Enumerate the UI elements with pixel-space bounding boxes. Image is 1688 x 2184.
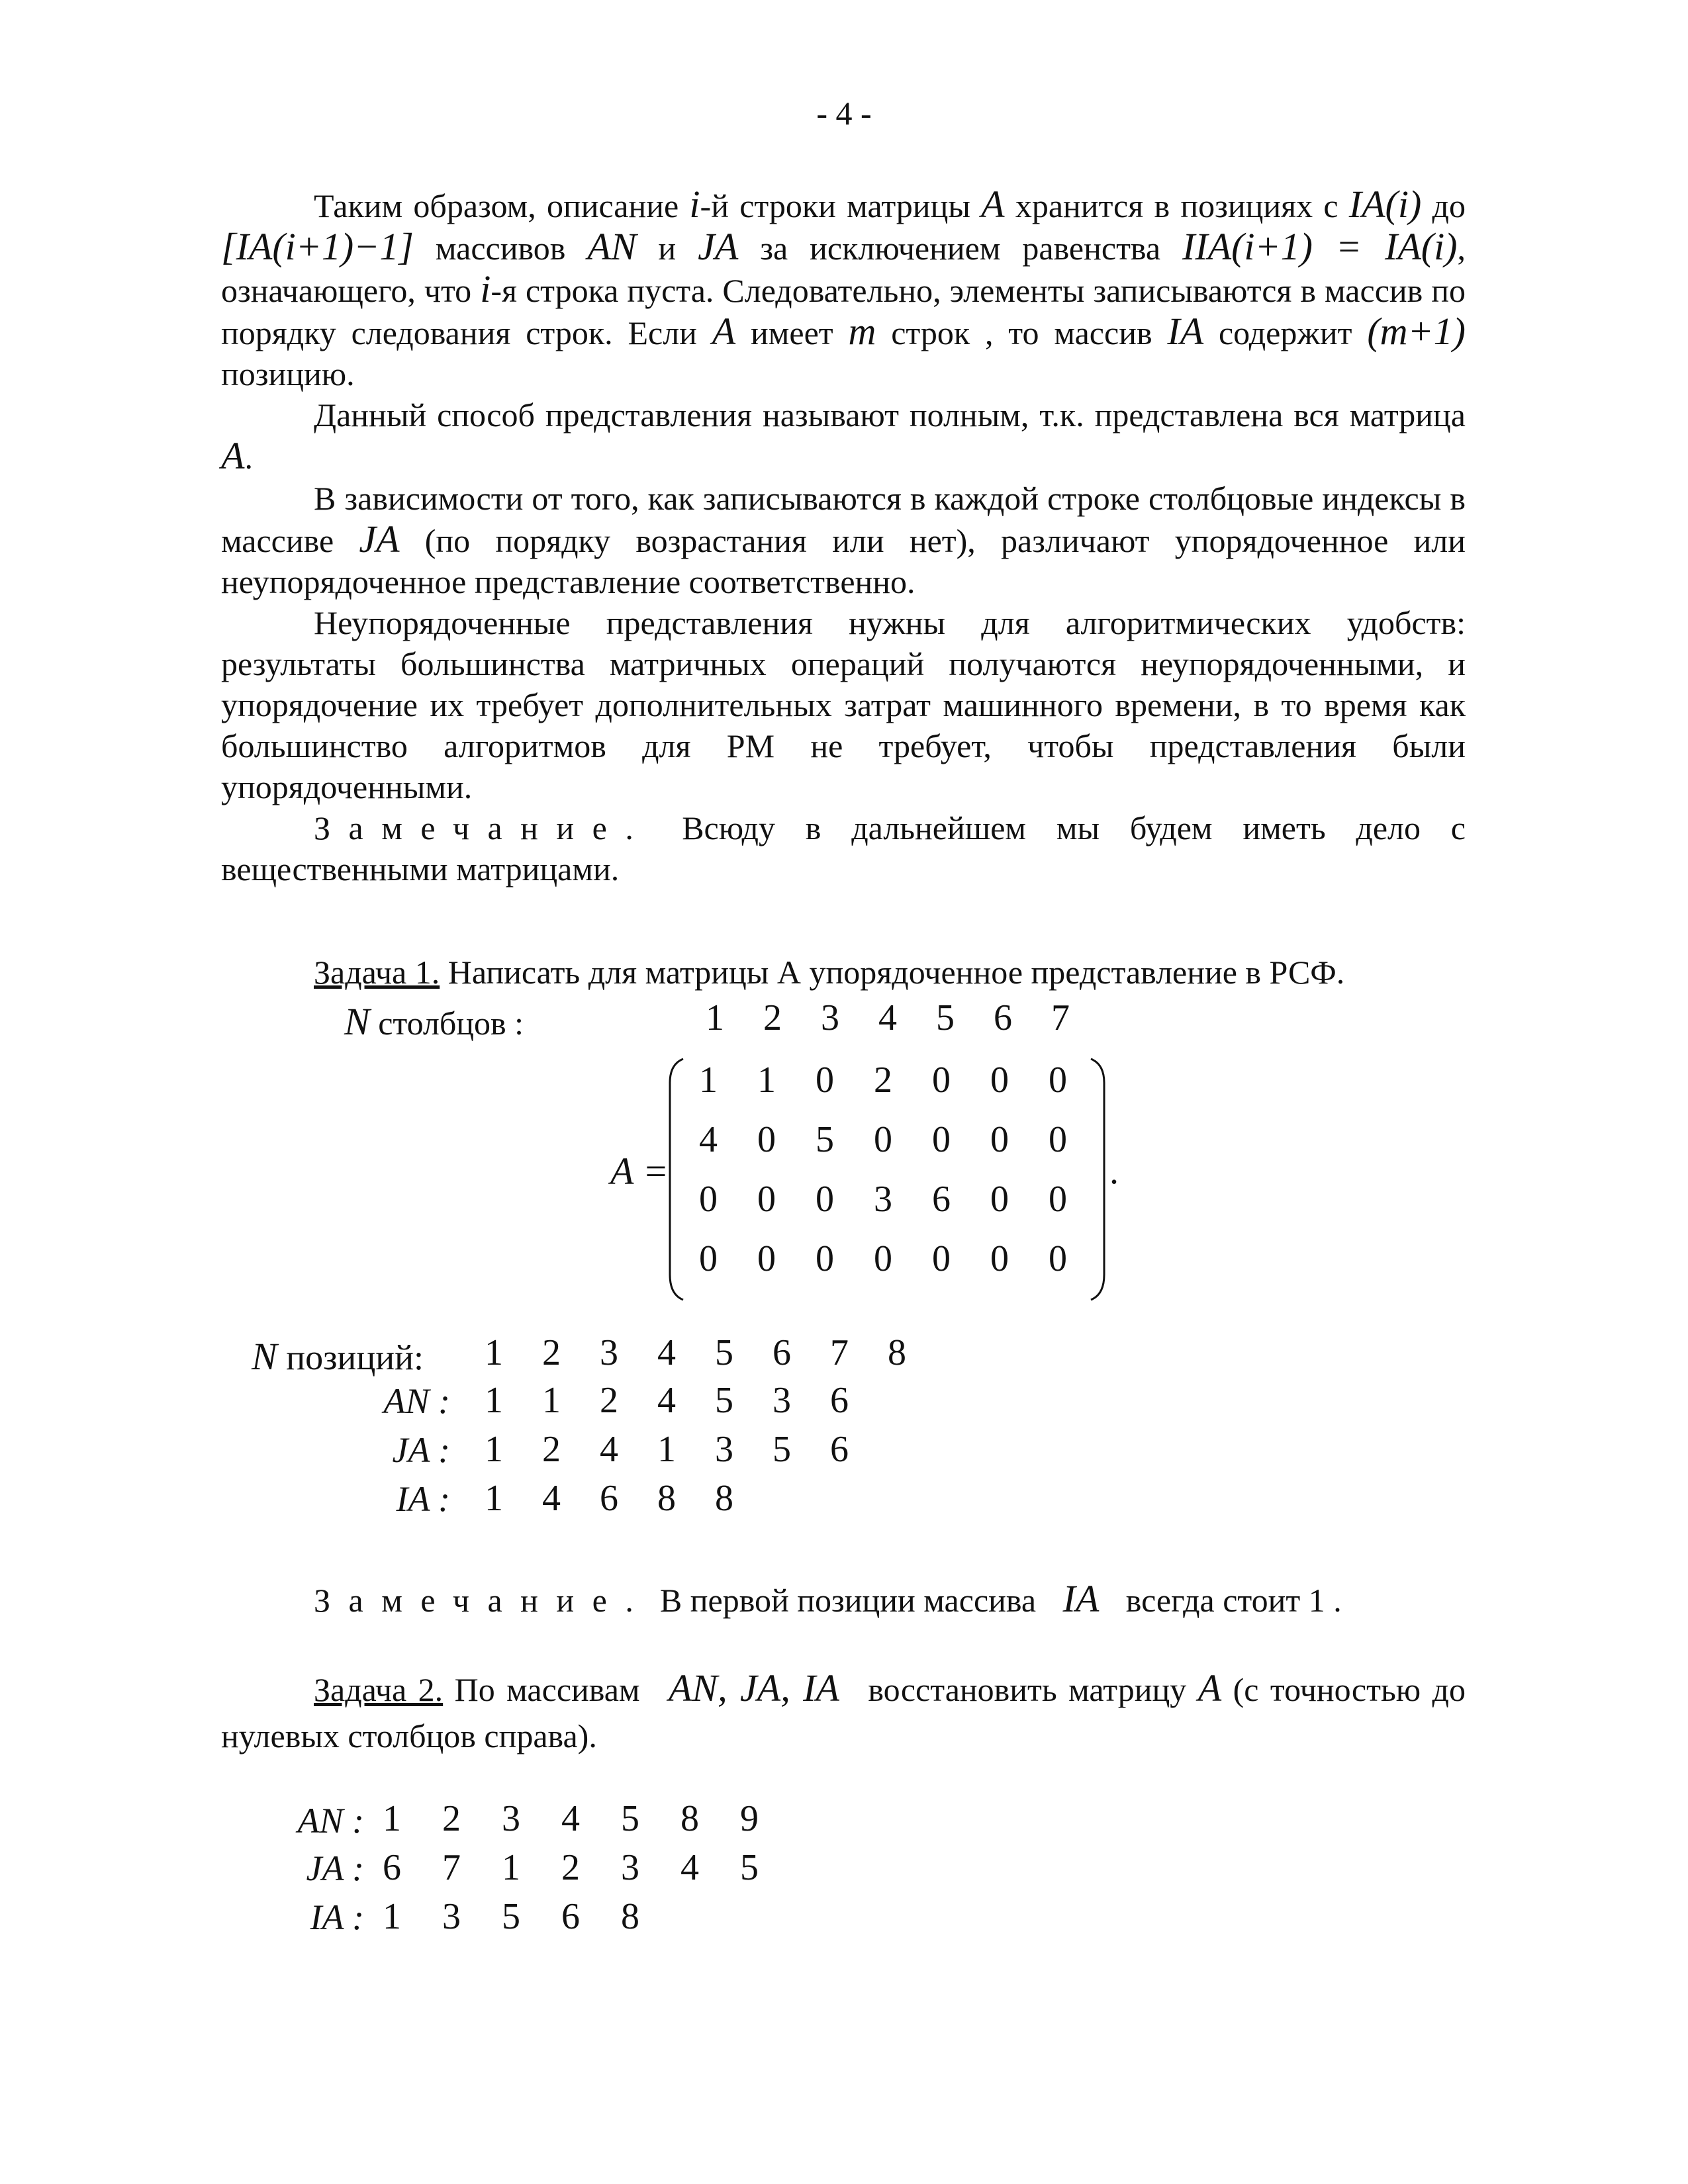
paragraph-2 bbox=[221, 394, 1466, 478]
ja-value: 4 bbox=[600, 1429, 618, 1470]
text: хранится в позициях с bbox=[1004, 187, 1349, 224]
ja-value: 2 bbox=[542, 1429, 561, 1470]
task1-text: Написать для матрицы А упорядоченное представление в РСФ. bbox=[440, 954, 1345, 991]
task2-an-value: 1 bbox=[383, 1798, 401, 1839]
math-a: A bbox=[712, 310, 736, 353]
math-ja: JA bbox=[359, 518, 400, 561]
task2-ja-value: 7 bbox=[442, 1847, 461, 1888]
matrix-cell: 0 bbox=[699, 1179, 718, 1220]
matrix-cell: 0 bbox=[816, 1060, 834, 1101]
task2-ia-value: 6 bbox=[561, 1896, 580, 1937]
math-a: A bbox=[981, 183, 1005, 226]
text: (с точностью до нулевых столбцов справа). bbox=[221, 1671, 1466, 1754]
left-bracket bbox=[670, 1059, 683, 1300]
matrix-cell: 6 bbox=[932, 1179, 951, 1220]
task2-ia-value: 5 bbox=[502, 1896, 520, 1937]
an-value: 2 bbox=[600, 1380, 618, 1421]
column-number: 1 bbox=[706, 997, 724, 1038]
text: В зависимости от того, как записываются в каждой строке столбцовые индексы в массиве bbox=[221, 480, 1466, 559]
matrix-cell: 0 bbox=[816, 1238, 834, 1279]
matrix-cell: 2 bbox=[874, 1060, 892, 1101]
an-value: 1 bbox=[542, 1380, 561, 1421]
task1-heading bbox=[314, 953, 1344, 991]
ja-value: 1 bbox=[657, 1429, 676, 1470]
text: массивов bbox=[413, 230, 588, 267]
body-text bbox=[221, 184, 1466, 889]
task2-ja-value: 5 bbox=[740, 1847, 759, 1888]
position-number: 1 bbox=[485, 1332, 503, 1373]
text: позицию. bbox=[221, 355, 355, 392]
ja-value: 5 bbox=[773, 1429, 791, 1470]
matrix-cell: 0 bbox=[1049, 1060, 1067, 1101]
text: содержит bbox=[1203, 314, 1368, 351]
task2-ja-value: 6 bbox=[383, 1847, 401, 1888]
task2-ja-value: 2 bbox=[561, 1847, 580, 1888]
column-number: 4 bbox=[878, 997, 897, 1038]
task2-ia-value: 1 bbox=[383, 1896, 401, 1937]
task1-title: Задача 1. bbox=[314, 954, 440, 991]
task2-ja-label: JA : bbox=[306, 1848, 364, 1888]
math-m-plus-1: (m+1) bbox=[1367, 310, 1466, 353]
task2-an-value: 4 bbox=[561, 1798, 580, 1839]
positions-label bbox=[252, 1334, 450, 1379]
ja-value: 3 bbox=[715, 1429, 733, 1470]
paragraph-5 bbox=[221, 807, 1466, 889]
matrix-cell: 0 bbox=[932, 1119, 951, 1160]
positions-label-text: позиций: bbox=[277, 1338, 424, 1377]
matrix-cell: 0 bbox=[816, 1179, 834, 1220]
text: имеет bbox=[735, 314, 849, 351]
right-bracket bbox=[1091, 1059, 1104, 1300]
task2-heading bbox=[221, 1665, 1466, 1759]
text: По массивам bbox=[443, 1671, 651, 1708]
position-number: 5 bbox=[715, 1332, 733, 1373]
task2-ia-label: IA : bbox=[310, 1897, 364, 1937]
text: строк , то массив bbox=[876, 314, 1168, 351]
math-an: AN bbox=[587, 225, 637, 268]
matrix-cell: 0 bbox=[932, 1238, 951, 1279]
remark2 bbox=[314, 1576, 1342, 1621]
paragraph-1 bbox=[221, 184, 1466, 394]
math-n: N bbox=[344, 1000, 370, 1043]
task2-ia-value: 8 bbox=[621, 1896, 639, 1937]
task2-an-value: 2 bbox=[442, 1798, 461, 1839]
matrix-cell: 0 bbox=[1049, 1238, 1067, 1279]
position-number: 3 bbox=[600, 1332, 618, 1373]
text: за исключением равенства bbox=[738, 230, 1183, 267]
remark-label: Замечание. bbox=[314, 809, 652, 846]
matrix-cell: 0 bbox=[990, 1060, 1009, 1101]
paragraph-3 bbox=[221, 478, 1466, 602]
task2-an-label: AN : bbox=[297, 1801, 364, 1841]
position-number: 8 bbox=[888, 1332, 906, 1373]
columns-label-text: столбцов : bbox=[369, 1005, 524, 1042]
matrix-cell: 3 bbox=[874, 1179, 892, 1220]
text: -я строка пуста. Следовательно, элементы записываются в массив по порядку следования строк. Если bbox=[221, 272, 1466, 351]
math-i: i bbox=[480, 267, 491, 310]
ja-label: JA : bbox=[392, 1430, 450, 1470]
position-number: 2 bbox=[542, 1332, 561, 1373]
text: Всюду в дальнейшем мы будем иметь дело с вещественными матрицами. bbox=[221, 809, 1466, 887]
math-ja: JA bbox=[698, 225, 739, 268]
an-value: 4 bbox=[657, 1380, 676, 1421]
matrix-cell: 0 bbox=[1049, 1179, 1067, 1220]
matrix-cell: 0 bbox=[874, 1119, 892, 1160]
ja-value: 1 bbox=[485, 1429, 503, 1470]
task2-ja-value: 3 bbox=[621, 1847, 639, 1888]
text: , означающего, что bbox=[221, 230, 1466, 309]
ia-value: 1 bbox=[485, 1478, 503, 1519]
task2-title: Задача 2. bbox=[314, 1671, 444, 1708]
task2-an-value: 3 bbox=[502, 1798, 520, 1839]
column-number: 3 bbox=[821, 997, 839, 1038]
text: -й строки матрицы bbox=[700, 187, 982, 224]
text: до bbox=[1421, 187, 1466, 224]
text: восстановить матрицу bbox=[856, 1671, 1198, 1708]
text: (по порядку возрастания или нет), различают упорядоченное или неупорядоченное представление соответственно. bbox=[221, 522, 1466, 600]
position-number: 6 bbox=[773, 1332, 791, 1373]
text: всегда стоит 1 . bbox=[1117, 1582, 1342, 1619]
matrix-cell: 0 bbox=[990, 1119, 1009, 1160]
math-a: A bbox=[1197, 1666, 1222, 1709]
matrix-cell: 0 bbox=[874, 1238, 892, 1279]
matrix-period: . bbox=[1109, 1151, 1119, 1192]
task2-ja-value: 4 bbox=[680, 1847, 699, 1888]
math-ia: IA bbox=[1167, 310, 1204, 353]
ja-value: 6 bbox=[830, 1429, 849, 1470]
matrix-cell: 0 bbox=[699, 1238, 718, 1279]
text: и bbox=[636, 230, 698, 267]
matrix-cell: 0 bbox=[757, 1238, 776, 1279]
task2-an-value: 5 bbox=[621, 1798, 639, 1839]
text: Таким образом, описание bbox=[314, 187, 690, 224]
an-value: 3 bbox=[773, 1380, 791, 1421]
math-ia-i: IA(i) bbox=[1348, 183, 1422, 226]
an-label: AN : bbox=[383, 1381, 450, 1421]
matrix-cell: 5 bbox=[816, 1119, 834, 1160]
math-m: m bbox=[848, 310, 876, 353]
column-number: 5 bbox=[936, 997, 955, 1038]
column-number: 7 bbox=[1051, 997, 1070, 1038]
math-ia-range: [IA(i+1)−1] bbox=[221, 225, 414, 268]
column-number: 2 bbox=[763, 997, 782, 1038]
task2-ia-value: 3 bbox=[442, 1896, 461, 1937]
task2-ja-value: 1 bbox=[502, 1847, 520, 1888]
ia-value: 6 bbox=[600, 1478, 618, 1519]
matrix-cell: 1 bbox=[757, 1060, 776, 1101]
math-arrays: AN, JA, IA bbox=[669, 1666, 839, 1709]
matrix-label bbox=[610, 1149, 669, 1193]
ia-value: 8 bbox=[657, 1478, 676, 1519]
math-equality: IIA(i+1) = IA(i) bbox=[1182, 225, 1458, 268]
text: Данный способ представления называют полным, т.к. представлена вся матрица bbox=[314, 396, 1466, 433]
matrix-cell: 0 bbox=[1049, 1119, 1067, 1160]
ia-label: IA : bbox=[396, 1479, 450, 1519]
matrix-cell: 0 bbox=[757, 1119, 776, 1160]
matrix-cell: 4 bbox=[699, 1119, 718, 1160]
column-number: 6 bbox=[994, 997, 1012, 1038]
math-a: A bbox=[221, 434, 245, 477]
an-value: 5 bbox=[715, 1380, 733, 1421]
matrix-cell: 0 bbox=[990, 1238, 1009, 1279]
matrix-cell: 0 bbox=[932, 1060, 951, 1101]
paragraph-4: Неупорядоченные представления нужны для алгоритмических удобств: результаты большинства матричных операций получаются неупорядоченными, и упорядочение их требует дополнительных затрат машинного времени, в то время как большинство алгоритмов для РМ не требует, чтобы представления были упорядоченными. bbox=[221, 604, 1466, 805]
position-number: 7 bbox=[830, 1332, 849, 1373]
an-value: 1 bbox=[485, 1380, 503, 1421]
ia-value: 8 bbox=[715, 1478, 733, 1519]
text: В первой позиции массива bbox=[651, 1582, 1045, 1619]
matrix-cell: 1 bbox=[699, 1060, 718, 1101]
math-ia: IA bbox=[1062, 1577, 1100, 1620]
remark2-label: Замечание. bbox=[314, 1582, 652, 1619]
math-n: N bbox=[252, 1335, 277, 1378]
math-i: i bbox=[689, 183, 700, 226]
text: . bbox=[244, 439, 253, 476]
position-number: 4 bbox=[657, 1332, 676, 1373]
columns-label bbox=[344, 999, 524, 1044]
ia-value: 4 bbox=[542, 1478, 561, 1519]
page-number: - 4 - bbox=[816, 95, 872, 132]
an-value: 6 bbox=[830, 1380, 849, 1421]
task2-an-value: 9 bbox=[740, 1798, 759, 1839]
task2-an-value: 8 bbox=[680, 1798, 699, 1839]
matrix-cell: 0 bbox=[990, 1179, 1009, 1220]
matrix-cell: 0 bbox=[757, 1179, 776, 1220]
matrix-label-text: A = bbox=[610, 1150, 669, 1193]
